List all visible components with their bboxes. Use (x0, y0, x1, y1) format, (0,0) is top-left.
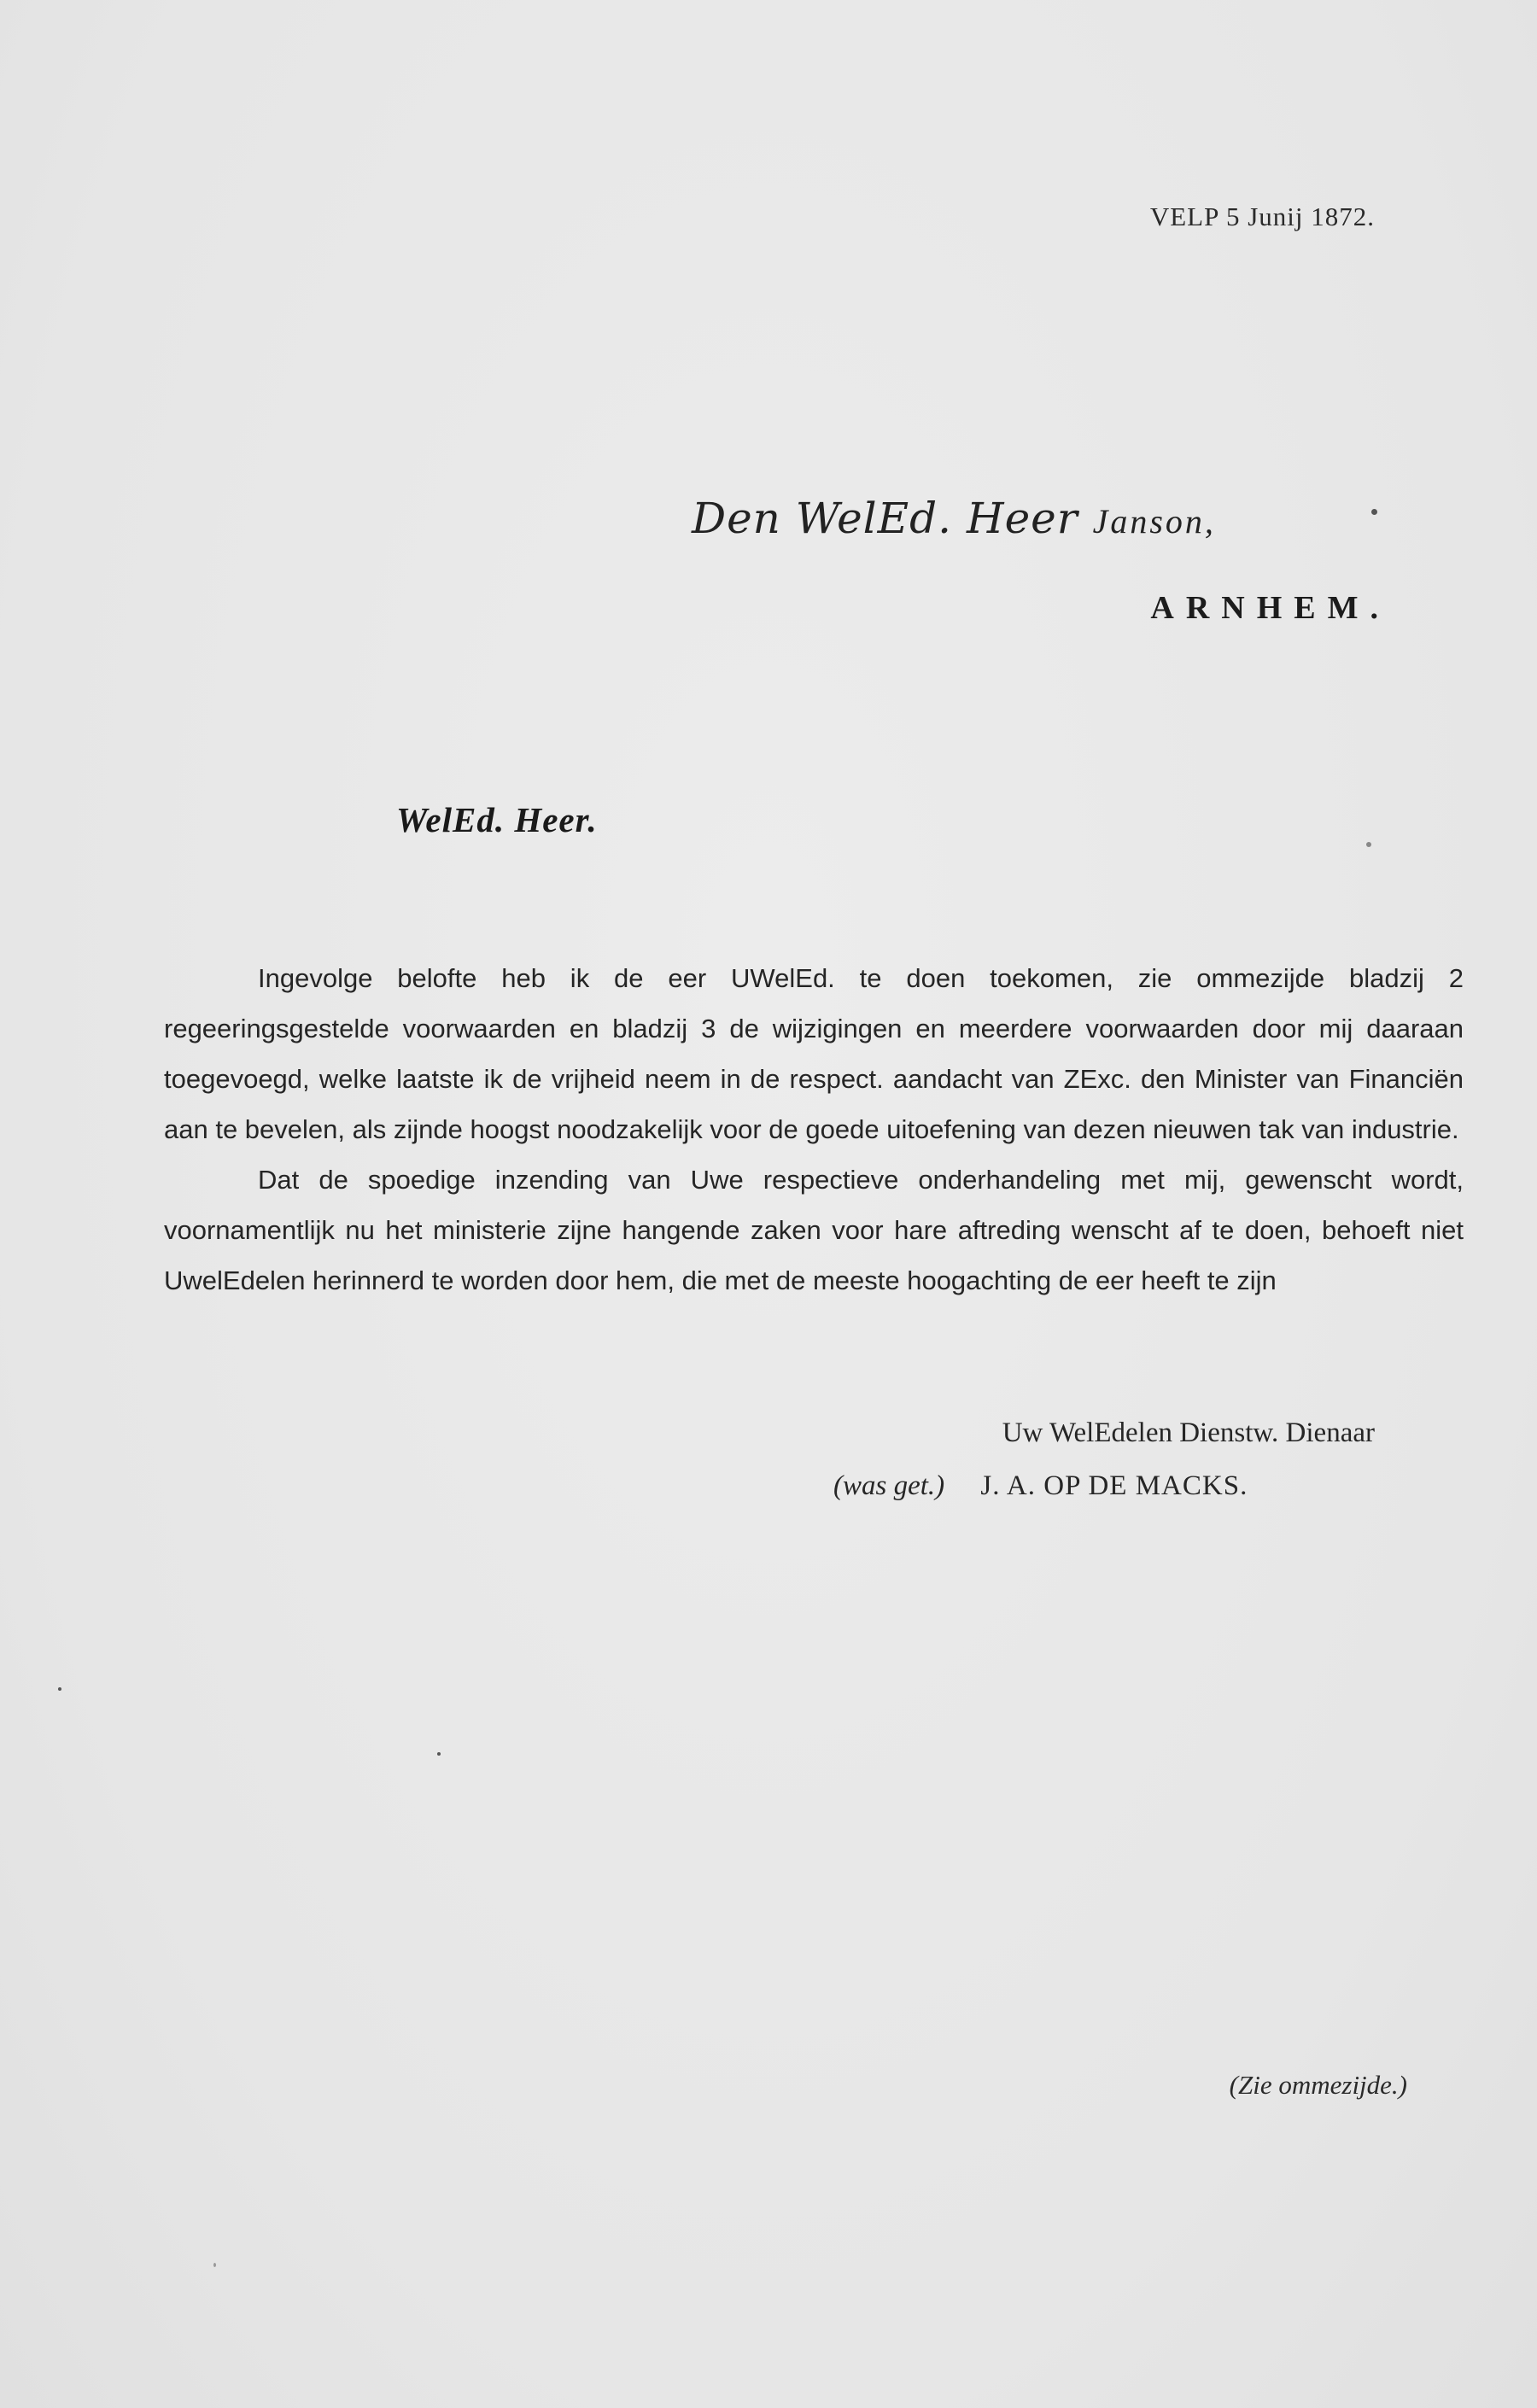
addressee (692, 494, 1216, 543)
paper-speck (58, 1687, 61, 1691)
signer-name: J. A. OP DE MACKS. (980, 1470, 1248, 1501)
dateline: VELP 5 Junij 1872. (1149, 202, 1375, 231)
body-paragraph-2: Dat de spoedige inzending van Uwe respectieve onderhandeling met mij, gewenscht wordt, voornamentlijk nu het ministerie zijne hangende zaken voor hare aftreding wenscht af te doen, behoeft niet UwelEdelen herinnerd te worden door hem, die met de meeste hoogachting de eer heeft te zijn (164, 1165, 1464, 1295)
addressee-name: Janson, (1092, 502, 1216, 541)
paper-speck (1366, 842, 1371, 847)
was-signed-note: (was get.) (833, 1470, 945, 1501)
paper-speck (213, 2263, 216, 2267)
salutation: WelEd. Heer. (396, 800, 598, 839)
paper-speck (1371, 509, 1377, 515)
body-paragraph-1: Ingevolge belofte heb ik de eer UWelEd. te doen toekomen, zie ommezijde bladzij 2 regeeringsgestelde voorwaarden en bladzij 3 de wijzigingen en meerdere voorwaarden door mij daaraan toegevoegd, welke laatste ik de vrijheid neem in de respect. aandacht van ZExc. den Minister van Financiën aan te bevelen, als zijnde hoogst noodzakelijk voor de goede uitoefening van dezen nieuwen tak van industrie. (164, 963, 1464, 1144)
letter-body (164, 953, 1464, 1306)
paper-speck (437, 1752, 441, 1756)
closing-formula: Uw WelEdelen Dienstw. Dienaar (1002, 1417, 1375, 1448)
signature-line (833, 1470, 1248, 1502)
addressee-city: ARNHEM. (1150, 590, 1390, 626)
see-overleaf-note: (Zie ommezijde.) (1229, 2070, 1407, 2100)
addressee-prefix: Den WelEd. Heer (692, 494, 1078, 543)
